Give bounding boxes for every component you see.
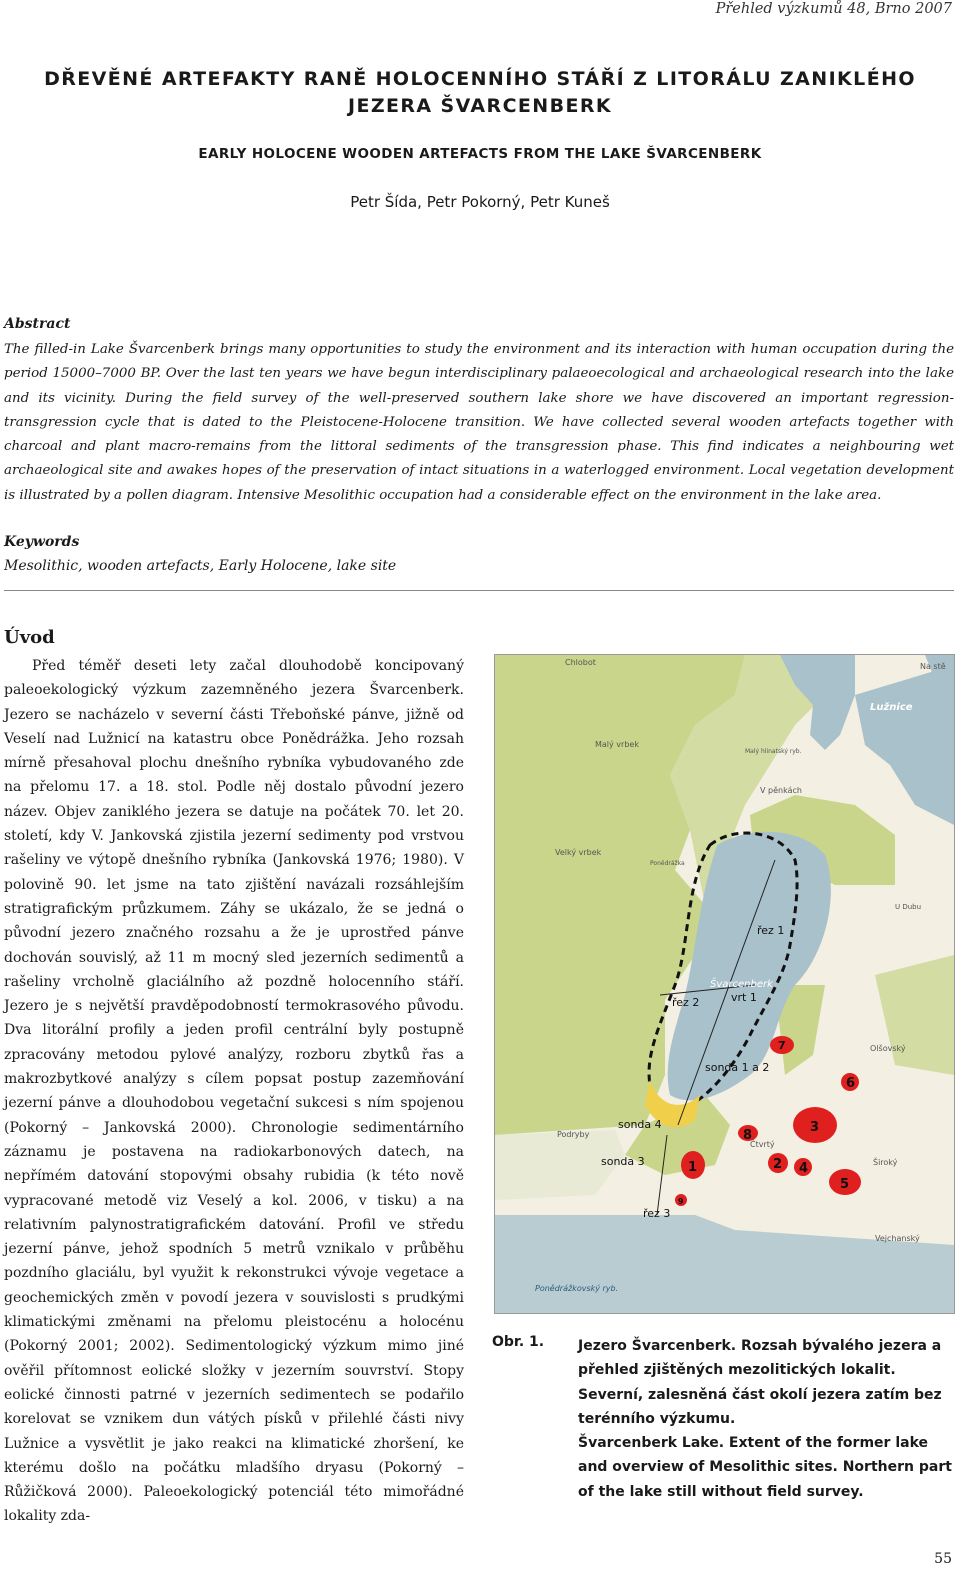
place-maly-vrbek: Malý vrbek <box>595 740 639 749</box>
label-vrt-1: vrt 1 <box>731 991 757 1004</box>
intro-body <box>4 654 464 1529</box>
site-number-5: 5 <box>840 1177 850 1192</box>
figure-caption-cz: Jezero Švarcenberk. Rozsah bývalého jezera a přehled zjištěných mezolitických lokalit. Severní, zalesněná část okolí jezera zatím bez terénního výzkumu. <box>578 1338 942 1427</box>
figure-caption <box>578 1334 954 1504</box>
site-number-1: 1 <box>688 1160 698 1175</box>
authors: Petr Šída, Petr Pokorný, Petr Kuneš <box>350 193 610 211</box>
figure-label: Obr. 1. <box>492 1334 545 1350</box>
title-line-2: JEZERA ŠVARCENBERK <box>347 95 613 117</box>
article-title <box>0 66 960 120</box>
place-na-ste: Na stě <box>920 662 946 671</box>
keywords-heading: Keywords <box>4 534 80 550</box>
site-number-7: 7 <box>778 1039 786 1052</box>
intro-paragraph: Před téměř deseti lety začal dlouhodobě koncipovaný paleoekologický výzkum zazemněného jezera Švarcenberk. Jezero se nacházelo v severní části Třeboňské pánve, jižně od Veselí nad Lužnicí na katastru obce Ponědrážka. Jeho rozsah mírně přesahoval plochu dnešního rybníka vybudovaného zde na přelomu 17. a 18. stol. Podle něj dostalo původní jezero název. Objev zaniklého jezera se datuje na počátek 70. let 20. století, kdy V. Jankovská zjistila jezerní sedimenty pod vrstvou rašeliny ve výtopě dnešního rybníka (Jankovská 1976; 1980). V polovině 90. let jsme na tato zjištění navázali rozsáhlejším stratigrafickým průzkumem. Záhy se ukázalo, že se jedná o původní jezero značného rozsahu a že je uprostřed pánve dochován souvislý, až 11 m mocný sled jezerních sedimentů a rašeliny vrcholně glaciálního až pozdně holocenního stáří. Jezero je s největší pravděpodobností termokrasového původu. Dva litorální profily a jeden profil centrální byly postupně zpracovány metodou pylové analýzy, rozboru zbytků řas a makrozbytkové analýzy s cílem popsat postup zazemňování jezerní pánve a dlouhodobou vegetační sukcesi s ním spojenou (Pokorný – Jankovská 2000). Chronologie sedimentárního záznamu je postavena na radiokarbonových datech, na nepřímém datování stopovými obsahy rubidia (k této nově vypracované metodě viz Veselý a kol. 2006, v tisku) a na relativním palynostratigrafickém datování. Profil ve středu jezerní pánve, jehož spodních 5 metrů vznikalo v průběhu pozdního glaciálu, byl využit k rekonstrukci vývoje vegetace a geochemických změn v povodí jezera v souvislosti s prudkými klimatickými změnami na přelomu pleistocénu a holocénu (Pokorný 2001; 2002). Sedimentologický výzkum mimo jiné ověřil přítomnost eolické složky v jezerním souvrství. Stopy eolické činnosti patrné v jezerních sedimentech se podařilo korelovat se vznikem dun vátých písků v přilehlé části nivy Lužnice a vysvětlit je jako reakci na klimatické zhoršení, ke kterému došlo na počátku mladšího dryasu (Pokorný – Růžičková 2000). Paleoekologický potenciál této mimořádné lokality zda- <box>4 658 464 1525</box>
place-vejchansky: Vejchanský <box>875 1234 920 1243</box>
label-sonda-4: sonda 4 <box>618 1118 662 1131</box>
site-number-4: 4 <box>799 1161 809 1176</box>
place-ctvrty: Čtvrtý <box>750 1140 775 1149</box>
site-number-3: 3 <box>810 1120 820 1135</box>
abstract-text: The filled-in Lake Švarcenberk brings many opportunities to study the environment and its interaction with human occupation during the period 15000–7000 BP. Over the last ten years we have begun interdisciplinary palaeoecological and archaeological research into the lake and its vicinity. During the field survey of the well-preserved southern lake shore we have discovered an important regression-transgression cycle that is dated to the Pleistocene-Holocene transition. We have collected several wooden artefacts together with charcoal and plant macro-remains from the littoral sediments of the transgression phase. This find indicates a neighbouring wet archaeological site and awakes hopes of the preservation of intact situations in a waterlogged environment. Local vegetation development is illustrated by a pollen diagram. Intensive Mesolithic occupation had a considerable effect on the environment in the lake area. <box>4 342 954 503</box>
section-divider <box>4 590 954 591</box>
site-number-2: 2 <box>773 1157 783 1172</box>
label-sonda-3: sonda 3 <box>601 1155 645 1168</box>
place-ponedrazkovsky: Ponědrážkovský ryb. <box>535 1284 619 1293</box>
place-v-penkach: V pěnkách <box>760 786 802 795</box>
page-number: 55 <box>934 1551 952 1567</box>
article-subtitle: EARLY HOLOCENE WOODEN ARTEFACTS FROM THE LAKE ŠVARCENBERK <box>198 146 762 162</box>
place-olsovsky: Olšovský <box>870 1044 906 1053</box>
title-line-1: DŘEVĚNÉ ARTEFAKTY RANĚ HOLOCENNÍHO STÁŘÍ Z LITORÁLU ZANIKLÉHO <box>44 68 916 90</box>
site-number-9: 9 <box>678 1197 684 1206</box>
figure-caption-en: Švarcenberk Lake. Extent of the former lake and overview of Mesolithic sites. Northern part of the lake still without field survey. <box>578 1435 952 1500</box>
label-rez-1: řez 1 <box>757 924 785 937</box>
place-luznice: Lužnice <box>870 702 913 713</box>
place-ponedrazka: Ponědrážka <box>650 860 685 867</box>
site-map <box>495 655 954 1313</box>
site-map-figure <box>494 654 955 1314</box>
place-maly-hlinatsky: Malý hlinatský ryb. <box>745 748 802 755</box>
label-rez-2: řez 2 <box>672 996 700 1009</box>
place-podryby: Podryby <box>557 1130 590 1139</box>
site-number-6: 6 <box>846 1076 856 1091</box>
place-u-dubu: U Dubu <box>895 903 922 911</box>
place-chlobot: Chlobot <box>565 658 596 667</box>
label-rez-3: řez 3 <box>643 1207 671 1220</box>
abstract-heading: Abstract <box>4 316 71 332</box>
site-number-8: 8 <box>743 1128 753 1143</box>
place-siroky: Široký <box>873 1158 898 1167</box>
running-head: Přehled výzkumů 48, Brno 2007 <box>715 1 952 17</box>
intro-heading: Úvod <box>4 627 55 648</box>
place-velky-vrbek: Velký vrbek <box>555 848 602 857</box>
label-sonda-1-2: sonda 1 a 2 <box>705 1061 770 1074</box>
place-svarcenberk: Švarcenberk <box>710 979 773 990</box>
keywords-text: Mesolithic, wooden artefacts, Early Holocene, lake site <box>4 558 397 574</box>
